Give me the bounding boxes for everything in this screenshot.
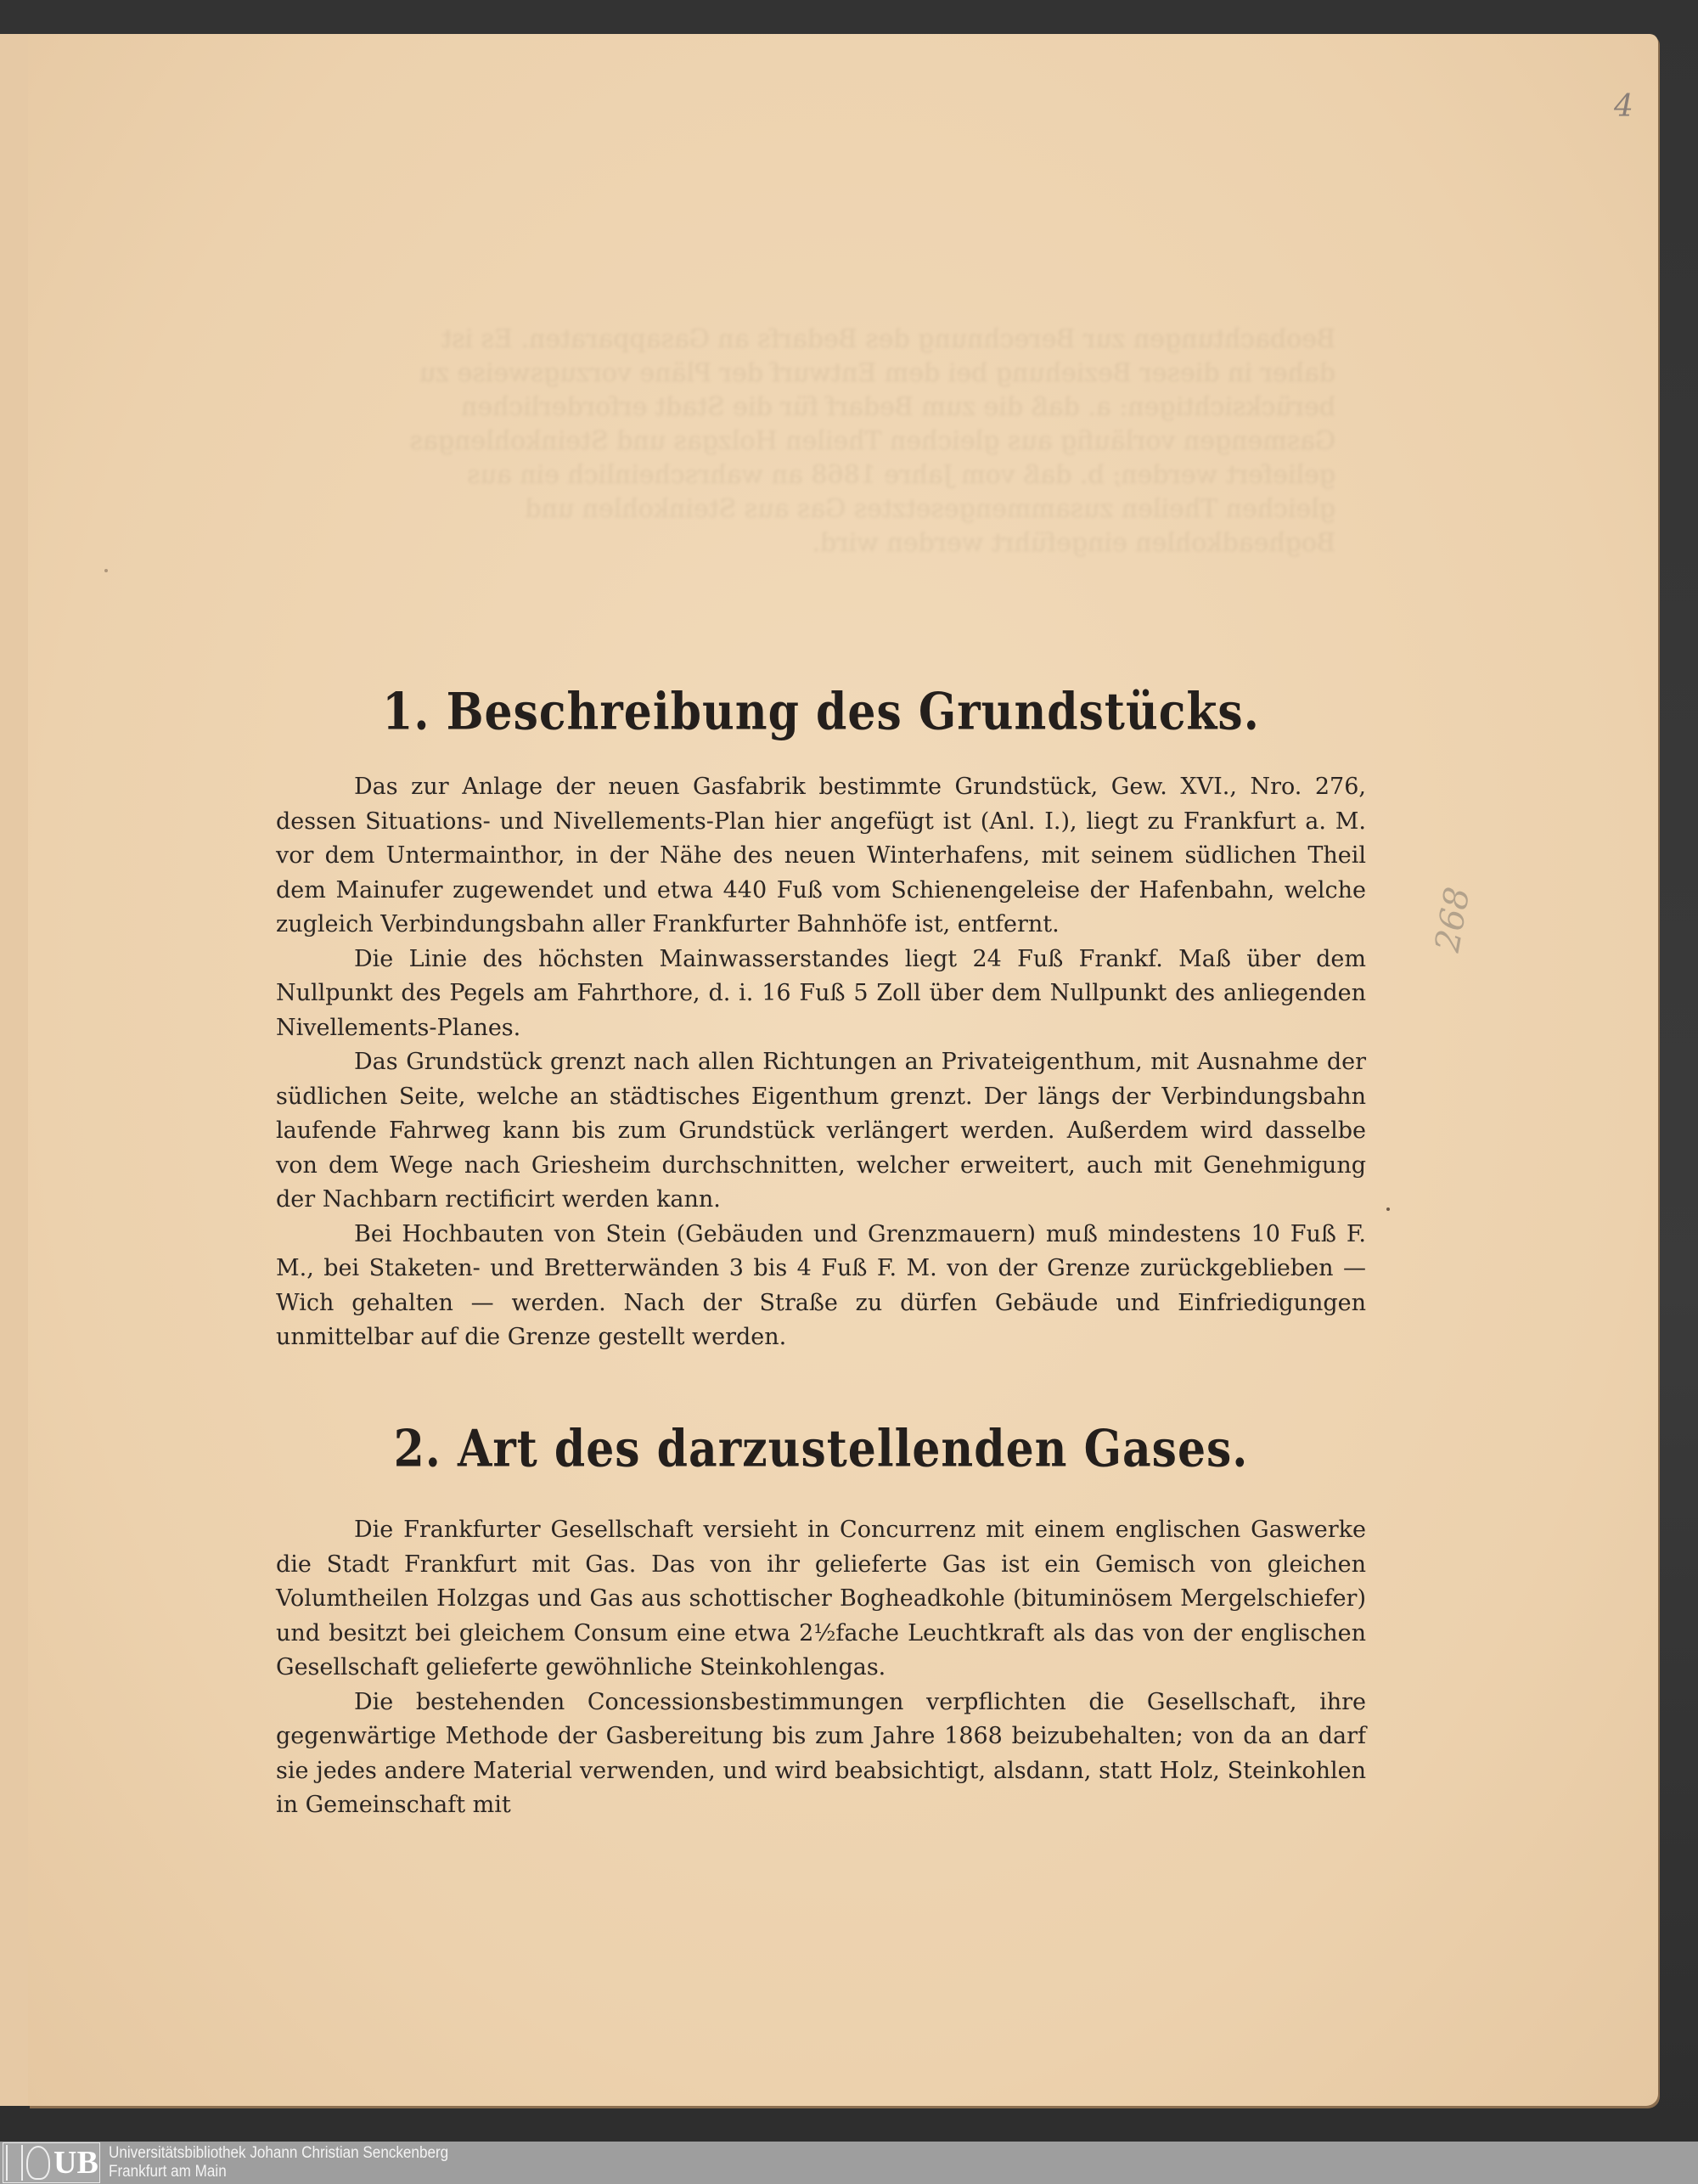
paragraph: Bei Hochbauten von Stein (Gebäuden und Grenzmauern) muß mindestens 10 Fuß F. M., bei Staketen- und Bretterwänden 3 bis 4 Fuß F. M. von der Grenze zurückgeblieben — Wich gehalten — werden. Nach der Straße zu dürfen Gebäude und Einfriedigungen unmittelbar auf die Grenze gestellt werden. xyxy=(276,1220,1366,1350)
section-heading-1: 1. Beschreibung des Grundstücks. xyxy=(382,682,1260,742)
paragraph: Das zur Anlage der neuen Gasfabrik bestimmte Grundstück, Gew. XVI., Nro. 276, dessen Situations- und Nivellements-Plan hier angefügt ist (Anl. I.), liegt zu Frankfurt a. M. vor dem Untermainthor, in der Nähe des neuen Winterhafens, mit seinem südlichen Theil dem Mainufer zugewendet und etwa 440 Fuß vom Schienengeleise der Hafenbahn, welche zugleich Verbindungsbahn aller Frankfurter Bahnhöfe ist, entfernt. xyxy=(276,774,1366,937)
institution-name xyxy=(109,2144,448,2181)
paragraph: Die bestehenden Concessionsbestimmungen verpflichten die Gesellschaft, ihre gegenwärtige Methode der Gasbereitung bis zum Jahre 1868 beizubehalten; von da an darf sie jedes andere Material verwenden, und wird beabsichtigt, alsdann, statt Holz, Steinkohlen in Gemeinschaft mit xyxy=(276,1688,1366,1818)
section-heading-2: 2. Art des darzustellenden Gases. xyxy=(393,1419,1249,1479)
paper-speck xyxy=(1386,1207,1390,1211)
portrait-icon xyxy=(26,2146,50,2180)
bleed-through-text: Beobachtungen zur Berechnung des Bedarfs an Gasapparaten. Es ist daher in dieser Beziehung bei dem Entwurf der Pläne vorzugsweise zu berücksichtigen: a. daß die zum Bedarf für die Stadt erforderlichen Gasmengen vorläufig aus gleichen Theilen Holzgas und Steinkohlengas geliefert werden; b. daß vom Jahre 1868 an wahrscheinlich ein aus gleichen Theilen zusammengesetztes Gas aus Steinkohlen und Bogheadkohlen eingeführt werden wird. xyxy=(409,324,1335,558)
ub-logo-text: UB xyxy=(53,2145,98,2181)
folio-number: 4 xyxy=(1614,89,1633,124)
institution-line-1: Universitätsbibliothek Johann Christian Senckenberg xyxy=(109,2144,449,2162)
paper-speck xyxy=(104,569,108,572)
library-footer-bar xyxy=(0,2142,1698,2184)
paragraph: Das Grundstück grenzt nach allen Richtungen an Privateigenthum, mit Ausnahme der südlichen Seite, welche an städtisches Eigenthum grenzt. Der längs der Verbindungsbahn laufende Fahrweg kann bis zum Grundstück verlängert werden. Außerdem wird dasselbe von dem Wege nach Griesheim durchschnitten, welcher erweitert, auch mit Genehmigung der Nachbarn rectificirt werden kann. xyxy=(276,1049,1366,1213)
pencil-annotation: 268 xyxy=(1427,884,1478,955)
paragraph: Die Linie des höchsten Mainwasserstandes liegt 24 Fuß Frankf. Maß über dem Nullpunkt des Pegels am Fahrthore, d. i. 16 Fuß 5 Zoll über dem Nullpunkt des anliegenden Nivellements-Planes. xyxy=(276,945,1366,1041)
paragraph: Die Frankfurter Gesellschaft versieht in Concurrenz mit einem englischen Gaswerke die Stadt Frankfurt mit Gas. Das von ihr gelieferte Gas ist ein Gemisch von gleichen Volumtheilen Holzgas und Gas aus schottischer Bogheadkohle (bituminösem Mergelschiefer) und besitzt bei gleichem Consum eine etwa 2½fache Leuchtkraft als das von der englischen Gesellschaft gelieferte gewöhnliche Steinkohlengas. xyxy=(276,1517,1366,1680)
institution-line-2: Frankfurt am Main xyxy=(109,2163,227,2181)
section-1-body xyxy=(276,770,1366,1355)
book-pages-icon xyxy=(6,2145,23,2181)
document-page xyxy=(28,34,1658,2106)
ub-logo xyxy=(3,2142,100,2183)
section-2-body xyxy=(276,1513,1366,1823)
